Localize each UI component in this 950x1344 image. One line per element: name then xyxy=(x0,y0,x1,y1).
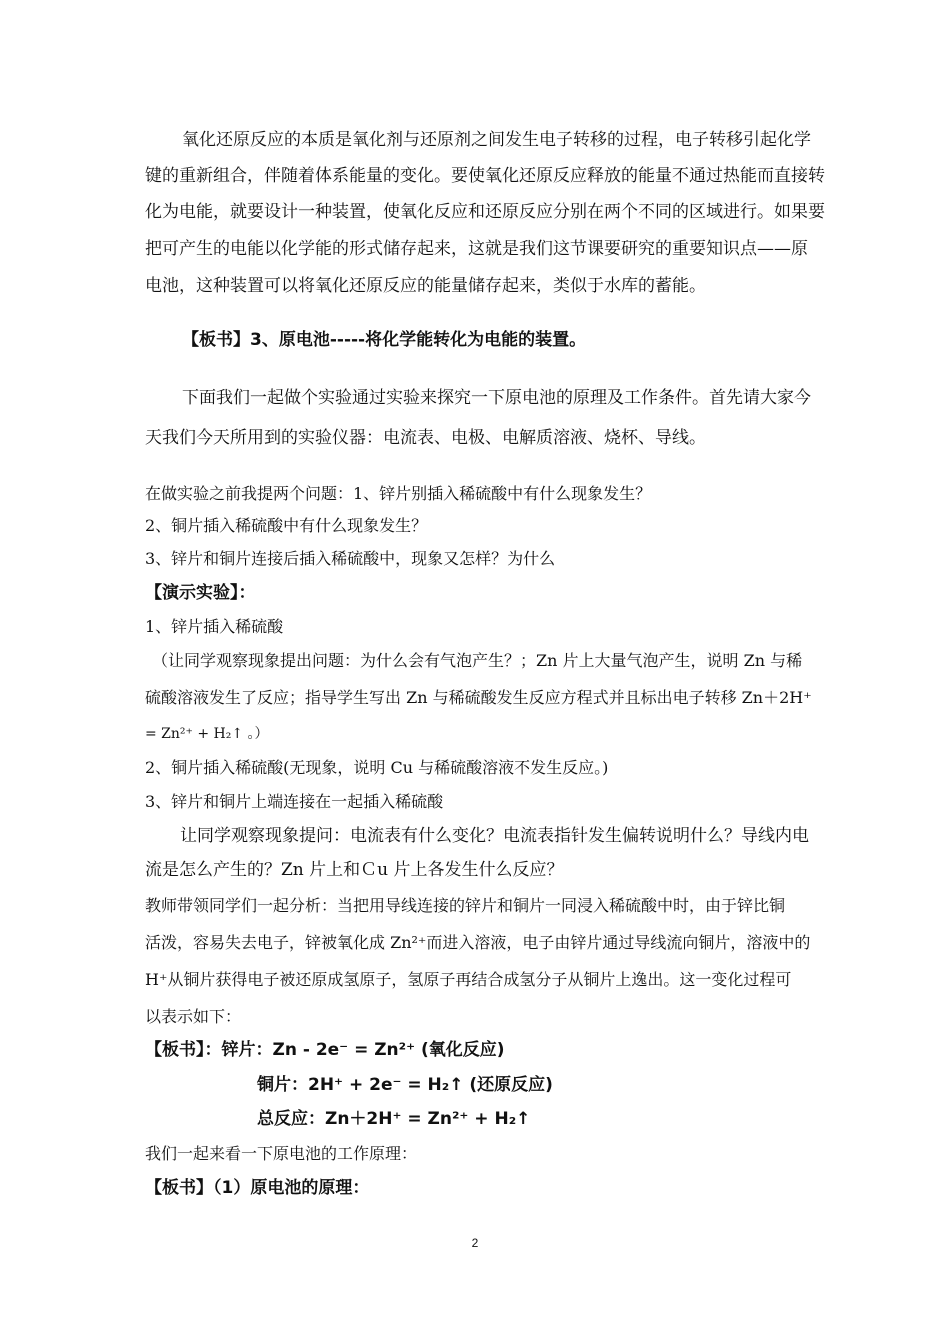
board-copper-equation: 铜片：2H⁺ + 2e⁻ = H₂↑ (还原反应) xyxy=(257,1075,553,1095)
closing-sentence: 我们一起来看一下原电池的工作原理： xyxy=(145,1144,418,1163)
demo-step-1-note-line-3: = Zn²⁺ + H₂↑ 。） xyxy=(145,726,269,742)
paragraph-4-line-2: 活泼，容易失去电子，锌被氧化成 Zn²⁺而进入溶液，电子由锌片通过导线流向铜片，溶液中的 xyxy=(145,933,811,952)
demo-step-1: 1、锌片插入稀硫酸 xyxy=(145,617,284,636)
board-heading-principle: 【板书】（1）原电池的原理： xyxy=(145,1178,370,1198)
board-heading-galvanic-cell: 【板书】3、原电池-----将化学能转化为电能的装置。 xyxy=(182,330,587,350)
paragraph-4-line-1: 教师带领同学们一起分析：当把用导线连接的锌片和铜片一同浸入稀硫酸中时，由于锌比铜 xyxy=(145,896,786,915)
board-zinc-equation: 【板书】：锌片：Zn - 2e⁻ = Zn²⁺ (氧化反应) xyxy=(145,1040,505,1060)
question-1: 在做实验之前我提两个问题：1、锌片别插入稀硫酸中有什么现象发生？ xyxy=(145,484,652,503)
demo-step-2: 2、铜片插入稀硫酸(无现象，说明 Cu 与稀硫酸溶液不发生反应。) xyxy=(145,758,609,777)
paragraph-2-line-1: 下面我们一起做个实验通过实验来探究一下原电池的原理及工作条件。首先请大家今 xyxy=(182,388,811,408)
demo-experiment-heading: 【演示实验】： xyxy=(145,583,256,603)
question-2: 2、铜片插入稀硫酸中有什么现象发生？ xyxy=(145,516,428,535)
paragraph-1-line-2: 键的重新组合，伴随着体系能量的变化。要使氧化还原反应释放的能量不通过热能而直接转 xyxy=(145,166,825,186)
paragraph-3-line-1: 让同学观察现象提问：电流表有什么变化？电流表指针发生偏转说明什么？导线内电 xyxy=(180,826,809,846)
demo-step-3: 3、锌片和铜片上端连接在一起插入稀硫酸 xyxy=(145,792,444,811)
paragraph-1-line-1: 氧化还原反应的本质是氧化剂与还原剂之间发生电子转移的过程，电子转移引起化学 xyxy=(182,130,811,150)
demo-step-1-note-line-2: 硫酸溶液发生了反应；指导学生写出 Zn 与稀硫酸发生反应方程式并且标出电子转移 Zn＋2H⁺ xyxy=(145,688,812,707)
paragraph-1-line-5: 电池，这种装置可以将氧化还原反应的能量储存起来，类似于水库的蓄能。 xyxy=(145,276,706,296)
board-total-equation: 总反应：Zn＋2H⁺ = Zn²⁺ + H₂↑ xyxy=(257,1109,531,1129)
paragraph-4-line-3: H⁺从铜片获得电子被还原成氢原子，氢原子再结合成氢分子从铜片上逸出。这一变化过程可 xyxy=(145,970,792,989)
paragraph-1-line-3: 化为电能，就要设计一种装置，使氧化反应和还原反应分别在两个不同的区域进行。如果要 xyxy=(145,202,825,222)
page-number: 2 xyxy=(471,1236,479,1250)
paragraph-3-line-2: 流是怎么产生的？Zn 片上和Ｃu 片上各发生什么反应？ xyxy=(145,860,564,880)
demo-step-1-note-line-1: （让同学观察现象提出问题：为什么会有气泡产生？；Zn 片上大量气泡产生，说明 Zn 与稀 xyxy=(152,651,803,670)
paragraph-2-line-2: 天我们今天所用到的实验仪器：电流表、电极、电解质溶液、烧杯、导线。 xyxy=(145,428,706,448)
paragraph-4-line-4: 以表示如下： xyxy=(145,1007,242,1026)
question-3: 3、锌片和铜片连接后插入稀硫酸中，现象又怎样？为什么 xyxy=(145,549,556,568)
paragraph-1-line-4: 把可产生的电能以化学能的形式储存起来，这就是我们这节课要研究的重要知识点——原 xyxy=(145,239,808,259)
